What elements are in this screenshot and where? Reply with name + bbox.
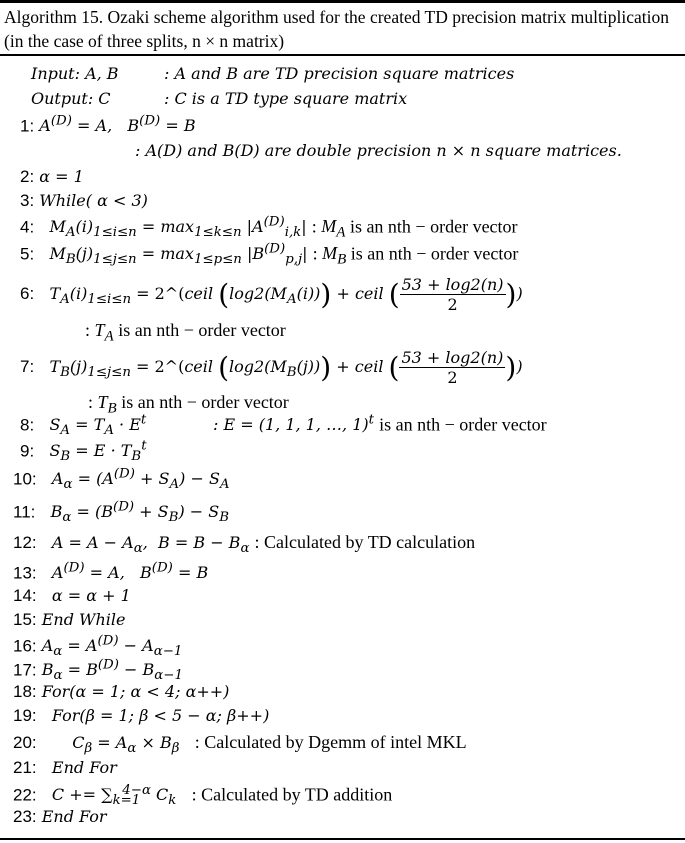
algo-line-23: 23: End For [13,807,107,826]
input-line [31,64,119,83]
algo-line-22: 22: $C += \sum_{k=1}^{4-\alpha}$ $C_k$ : Calculated by TD addition [13,783,393,809]
algo-line-3: 3: While( α < 3) [20,191,148,210]
algo-line-17: 17: $B_\alpha = B^{(D)} - B_{\alpha-1}$ [13,658,183,684]
algo-line-12: 12: $A = A - A_\alpha$, $B = B - B_\alpha$ : Calculated by TD calculation [13,532,476,557]
algo-line-16: 16: $A_\alpha = A^{(D)} - A_{\alpha-1}$ [13,634,183,660]
algo-line-1-comment: : A(D) and B(D) are double precision n × n square matrices. [135,141,622,160]
algo-line-7: 7: $T_B(j)_{1\le j\le n}$ = 2^(ceil $(\log 2(M_B(j)))$ + ceil ( $\frac{53 + \log 2(n)}{2}$ )) [20,348,523,387]
algo-line-10: 10: $A_\alpha = (A^{(D)} + S_A) - S_A$ [13,467,230,493]
input-label: Input: A, B [31,64,119,83]
algorithm-caption: Algorithm 15. Ozaki scheme algorithm used for the created TD precision matrix multiplication (in the case of three splits, n × n matrix) [4,7,669,51]
algo-line-9: 9: $S_B = E \cdot T_B^t$ [20,439,147,465]
input-comment: : A and B are TD precision square matrices [164,64,515,83]
bottom-rule [0,838,685,840]
output-label: Output: C [31,89,111,108]
algo-line-1: 1: $A^{(D)} = A$, $B^{(D)} = B$ [20,114,196,136]
line-4-comment: : $M_A$ is an nth − order vector [311,216,518,241]
algo-line-19: 19: For(β = 1; β < 5 − α; β++) [13,706,270,725]
caption-rule [0,54,685,56]
output-line [31,89,111,108]
algo-line-8-comment: : E = (1, 1, 1, …, 1)$^t$ is an nth − order vector [213,413,547,435]
algo-line-5: 5: $M_B(j)_{1\le j\le n} = \max_{1\le p\le n} |B^{(D)}_{p,j}|$ : $M_B$ is an nth − order vector [20,242,519,268]
algo-line-7-comment: : $T_B$ is an nth − order vector [88,392,289,417]
algo-line-11: 11: $B_\alpha = (B^{(D)} + S_B) - S_B$ [13,500,230,526]
algo-line-13: 13: $A^{(D)} = A$, $B^{(D)} = B$ [13,561,209,583]
top-rule [0,0,685,3]
algo-line-8: 8: $S_A = T_A \cdot E^t$ [20,413,147,439]
algo-line-4: 4: $M_A(i)_{1\le i\le n} = \max_{1\le k\le n} |A^{(D)}_{i,k}|$ : $M_A$ is an nth − order vector [20,215,518,241]
algo-line-21: 21: End For [13,758,117,777]
algo-line-6-comment: : $T_A$ is an nth − order vector [85,320,286,345]
algo-line-2: 2: α = 1 [20,167,84,186]
line-5-comment: : $M_B$ is an nth − order vector [312,243,519,268]
algo-line-14: 14: α = α + 1 [13,586,131,605]
algo-line-6: 6: $T_A(i)_{1\le i\le n}$ = 2^(ceil $(\log 2(M_A(i)))$ + ceil ( $\frac{53 + \log 2(n)}{2}$ )) [20,275,523,314]
algo-line-15: 15: End While [13,610,126,629]
output-comment: : C is a TD type square matrix [164,89,408,108]
algo-line-20: 20: $C_\beta = A_\alpha \times B_\beta$ : Calculated by Dgemm of intel MKL [13,732,467,757]
algo-line-18: 18: For(α = 1; α < 4; α++) [13,682,230,701]
